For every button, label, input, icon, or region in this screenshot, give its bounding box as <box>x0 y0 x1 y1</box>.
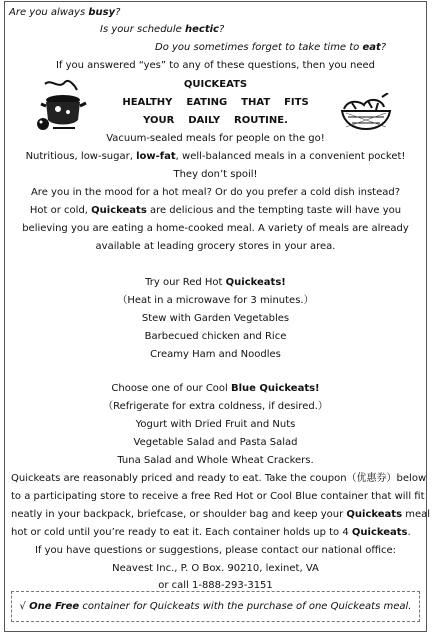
closing-line-2: to a participating store to receive a free Red Hot or Cool Blue container that will fit <box>11 491 425 502</box>
brand-name: QUICKEATS <box>183 79 248 90</box>
question-hectic: Is your schedule hectic? <box>100 24 225 35</box>
cold-item: Yogurt with Dried Fruit and Nuts <box>135 419 296 430</box>
coupon-text: √ One Free container for Quickeats with the purchase of one Quickeats meal. <box>19 601 412 612</box>
hot-item: Barbecued chicken and Rice <box>144 331 287 342</box>
closing-line-3: neatly in your backpack, briefcase, or shoulder bag and keep your Quickeats meal <box>11 509 431 520</box>
hot-item: Stew with Garden Vegetables <box>141 313 290 324</box>
address-line: Neavest Inc., P. O Box. 90210, lexinet, VA <box>112 563 319 574</box>
closing-line-1: Quickeats are reasonably priced and ready to eat. Take the coupon（优惠券）below <box>11 473 427 484</box>
hot-note: （Heat in a microwave for 3 minutes.） <box>117 295 314 306</box>
body-line-1: Vacuum-sealed meals for people on the go! <box>106 133 325 144</box>
question-busy: Are you always busy? <box>9 7 121 18</box>
body-line-6: believing you are eating a home-cooked meal. A variety of meals are already <box>22 223 409 234</box>
cold-item: Vegetable Salad and Pasta Salad <box>133 437 298 448</box>
hot-item: Creamy Ham and Noodles <box>150 349 281 360</box>
brand-slogan-2: YOUR DAILY ROUTINE. <box>143 115 288 126</box>
hot-title: Try our Red Hot Quickeats! <box>145 277 286 288</box>
flyer-page <box>4 1 431 632</box>
cold-note: （Refrigerate for extra coldness, if desired.） <box>103 401 328 412</box>
body-line-7: available at leading grocery stores in your area. <box>95 241 336 252</box>
answer-line: If you answered “yes” to any of these questions, then you need <box>55 60 376 71</box>
closing-line-4: hot or cold until you’re ready to eat it. Each container holds up to 4 Quickeats. <box>11 527 411 538</box>
body-line-5: Hot or cold, Quickeats are delicious and the tempting taste will have you <box>29 205 402 216</box>
body-line-4: Are you in the mood for a hot meal? Or do you prefer a cold dish instead? <box>30 187 401 198</box>
body-line-3: They don’t spoil! <box>173 169 258 180</box>
contact-line: If you have questions or suggestions, please contact our national office: <box>34 545 397 556</box>
phone-line: or call 1-888-293-3151 <box>158 580 273 591</box>
coupon-box[interactable] <box>11 591 420 622</box>
cold-item: Tuna Salad and Whole Wheat Crackers. <box>117 455 314 466</box>
cold-title: Choose one of our Cool Blue Quickeats! <box>111 383 320 394</box>
body-line-2: Nutritious, low-sugar, low-fat, well-balanced meals in a convenient pocket! <box>25 151 406 162</box>
question-eat: Do you sometimes forget to take time to eat? <box>155 42 387 53</box>
brand-slogan-1: HEALTHY EATING THAT FITS <box>122 97 309 108</box>
